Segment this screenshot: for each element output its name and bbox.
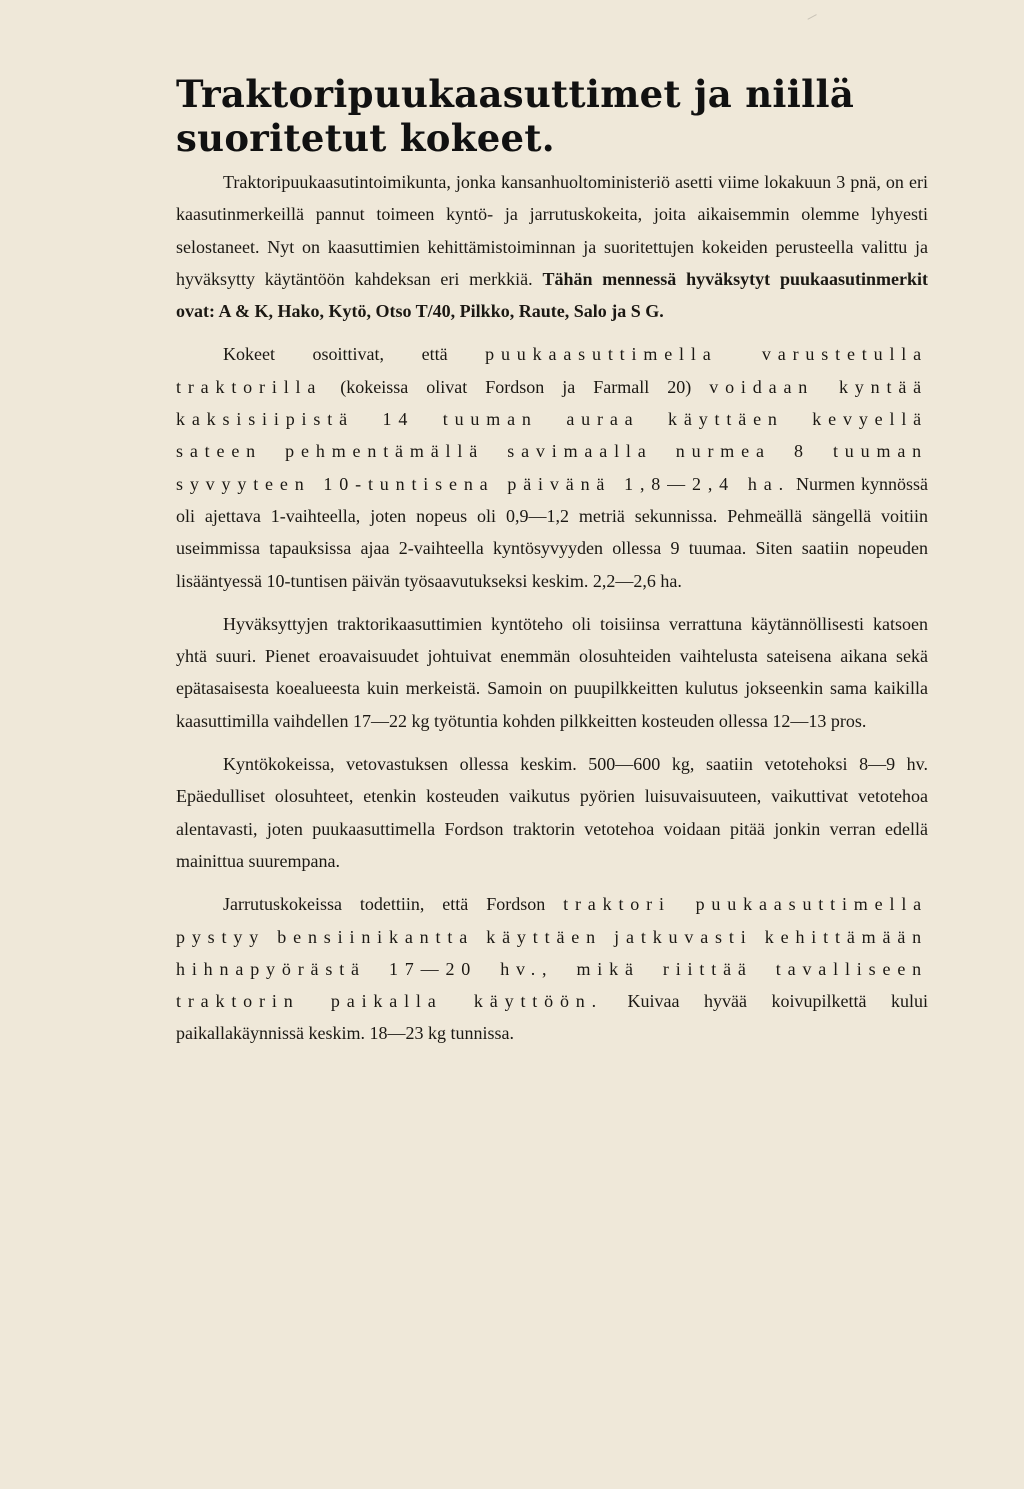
- paragraph-2-spaced-text-1: puukaasuttimella varustetulla traktorilla: [176, 344, 928, 397]
- paragraph-3-text: Hyväksyttyjen traktorikaasuttimien kyntöteho oli toisiinsa verrattuna käytännöllisesti katsoen yhtä suuri. Pienet eroavaisuudet johtuivat enemmän olosuhteiden vaihtelusta sateisena aikana sekä epätasaisesta koealueesta kuin merkeistä. Samoin on puupilkkeitten kulutus jokseenkin sama kaikilla kaasuttimilla vaihdellen 17—22 kg työtuntia kohden pilkkeitten kosteuden ollessa 12—13 pros.: [176, 613, 928, 731]
- paragraph-5-spaced-text: traktori puukaasuttimella pystyy bensiinikantta käyttäen jatkuvasti kehittämään hihnapyörästä 17—20 hv., mikä riittää tavalliseen traktorin paikalla käyttöön.: [176, 894, 928, 1012]
- paragraph-4-text: Kyntökokeissa, vetovastuksen ollessa keskim. 500—600 kg, saatiin vetotehoksi 8—9 hv. Epäedulliset olosuhteet, etenkin kosteuden vaikutus pyörien luisuvaisuuteen, vaikuttivat vetotehoa alentavasti, joten puukaasuttimella Fordson traktorin vetotehoa voidaan pitää jonkin verran edellä mainittua suurempana.: [176, 754, 928, 871]
- paragraph-5: [176, 888, 928, 1049]
- article-title: Traktoripuukaasuttimet ja niillä suoritetut kokeet.: [176, 72, 855, 160]
- paragraph-2-text-end: Nurmen kynnössä oli ajettava 1-vaihteella, joten nopeus oli 0,9—1,2 metriä sekunnissa. Pehmeällä sängellä voitiin useimmissa tapauksissa ajaa 2-vaihteella kyntösyvyyden ollessa 9 tuumaa. Siten saatiin nopeuden lisääntyessä 10-tuntisen päivän työsaavutukseksi keskim. 2,2—2,6 ha.: [176, 473, 929, 591]
- paragraph-2: [176, 338, 928, 596]
- paragraph-5-text-end: Kuivaa hyvää koivupilkettä kului paikallakäynnissä keskim. 18—23 kg tunnissa.: [176, 991, 928, 1044]
- paragraph-1: [176, 166, 928, 327]
- paragraph-1-text: Traktoripuukaasutintoimikunta, jonka kansanhuoltoministeriö asetti viime lokakuun 3 pnä, on eri kaasutinmerkeillä pannut toimeen kyntö- ja jarrutuskokeita, joita aikaisemmin olemme lyhyesti selostaneet. Nyt on kaasuttimien kehittämistoiminnan ja suoritettujen kokeiden perusteella valittu ja hyväksytty käytäntöön kahdeksan eri merkkiä.: [176, 172, 928, 289]
- paragraph-3: [176, 608, 928, 737]
- paragraph-2-text-start: Kokeet osoittivat, että: [223, 344, 486, 365]
- article-body: [176, 166, 928, 1050]
- paragraph-2-spaced-text-2: voidaan kyntää kaksisiipistä 14 tuuman auraa käyttäen kevyellä sateen pehmentämällä savimaalla nurmea 8 tuuman syvyyteen 10-tuntisena päivänä 1,8—2,4 ha.: [176, 376, 928, 494]
- paragraph-4: [176, 748, 928, 877]
- margin-mark: [807, 14, 820, 27]
- paragraph-5-text-start: Jarrutuskokeissa todettiin, että Fordson: [223, 894, 564, 915]
- paragraph-2-text-middle: (kokeissa olivat Fordson ja Farmall 20): [322, 376, 710, 397]
- approved-brands-text: Tähän mennessä hyväksytyt puukaasutinmerkit ovat: A & K, Hako, Kytö, Otso T/40, Pilkko, Raute, Salo ja S G.: [176, 268, 928, 322]
